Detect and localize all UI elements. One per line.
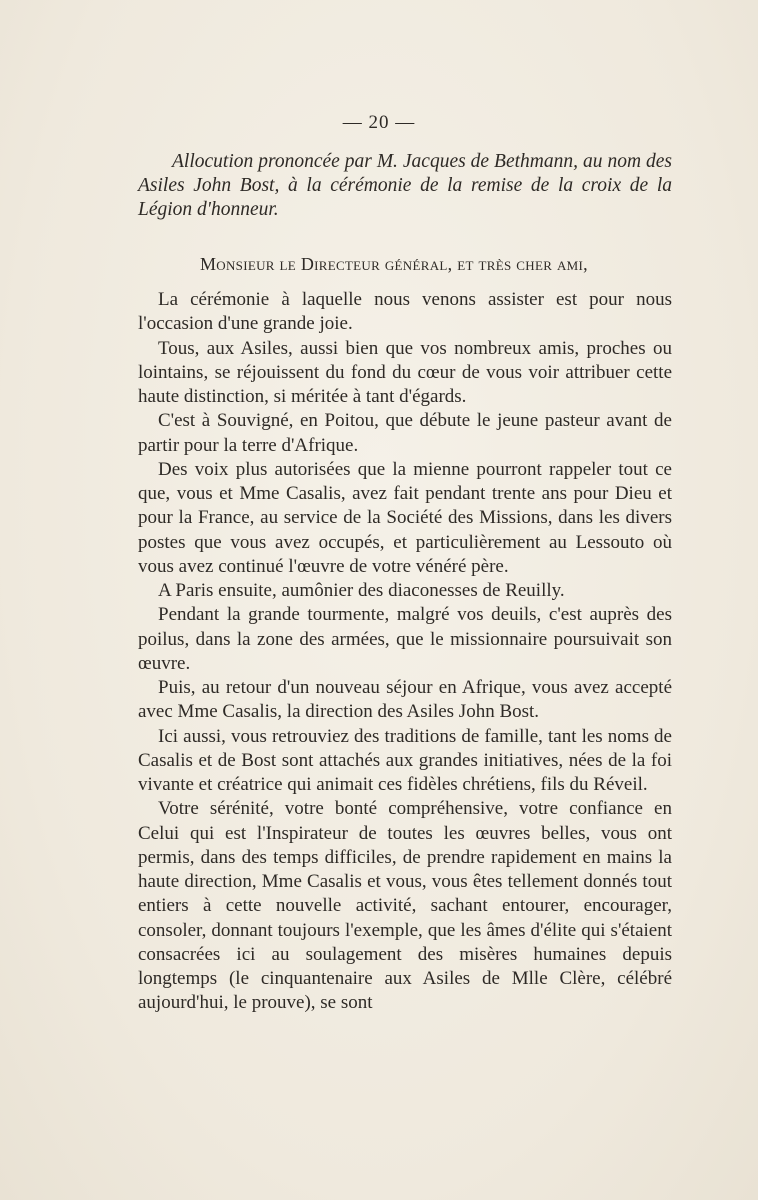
paragraph: Votre sérénité, votre bonté compréhensive, votre confiance en Celui qui est l'Inspirateur de toutes les œuvres belles, vous ont permis, dans des temps difficiles, de prendre rapidement en mains la haute direction, Mme Casalis et vous, vous êtes tellement donnés tout entiers à cette nouvelle activité, sachant entourer, encourager, consoler, donnant toujours l'exemple, que les âmes d'élite qui s'étaient consacrées ici au soulagement des misères humaines depuis longtemps (le cinquantenaire aux Asiles de Mlle Clère, célébré aujourd'hui, le prouve), se sont: [138, 798, 672, 1014]
paragraph: Puis, au retour d'un nouveau séjour en Afrique, vous avez accepté avec Mme Casalis, la direction des Asiles John Bost.: [138, 677, 672, 723]
speech-heading: Allocution prononcée par M. Jacques de Bethmann, au nom des Asiles John Bost, à la cérémonie de la remise de la croix de la Légion d'honneur.: [138, 151, 672, 220]
page-number: — 20 —: [342, 112, 416, 133]
salutation: Monsieur le Directeur général, et très cher ami,: [200, 254, 588, 274]
speech-body: [138, 288, 672, 1016]
paragraph: Tous, aux Asiles, aussi bien que vos nombreux amis, proches ou lointains, se réjouissent du fond du cœur de vous voir attribuer cette haute distinction, si méritée à tant d'égards.: [138, 337, 672, 407]
paragraph: C'est à Souvigné, en Poitou, que débute le jeune pasteur avant de partir pour la terre d'Afrique.: [138, 410, 672, 456]
paragraph: Ici aussi, vous retrouviez des traditions de famille, tant les noms de Casalis et de Bost sont attachés aux grandes initiatives, nées de la foi vivante et créatrice qui animait ces fidèles chrétiens, fils du Réveil.: [138, 725, 672, 795]
paragraph: Pendant la grande tourmente, malgré vos deuils, c'est auprès des poilus, dans la zone des armées, que le missionnaire poursuivait son œuvre.: [138, 604, 672, 674]
paragraph: Des voix plus autorisées que la mienne pourront rappeler tout ce que, vous et Mme Casalis, avez fait pendant trente ans pour Dieu et pour la France, au service de la Société des Missions, dans les divers postes que vous avez occupés, et particulièrement au Lessouto où vous avez continué l'œuvre de votre vénéré père.: [138, 458, 672, 577]
paragraph: A Paris ensuite, aumônier des diaconesses de Reuilly.: [158, 580, 565, 601]
paragraph: La cérémonie à laquelle nous venons assister est pour nous l'occasion d'une grande joie.: [138, 289, 672, 335]
